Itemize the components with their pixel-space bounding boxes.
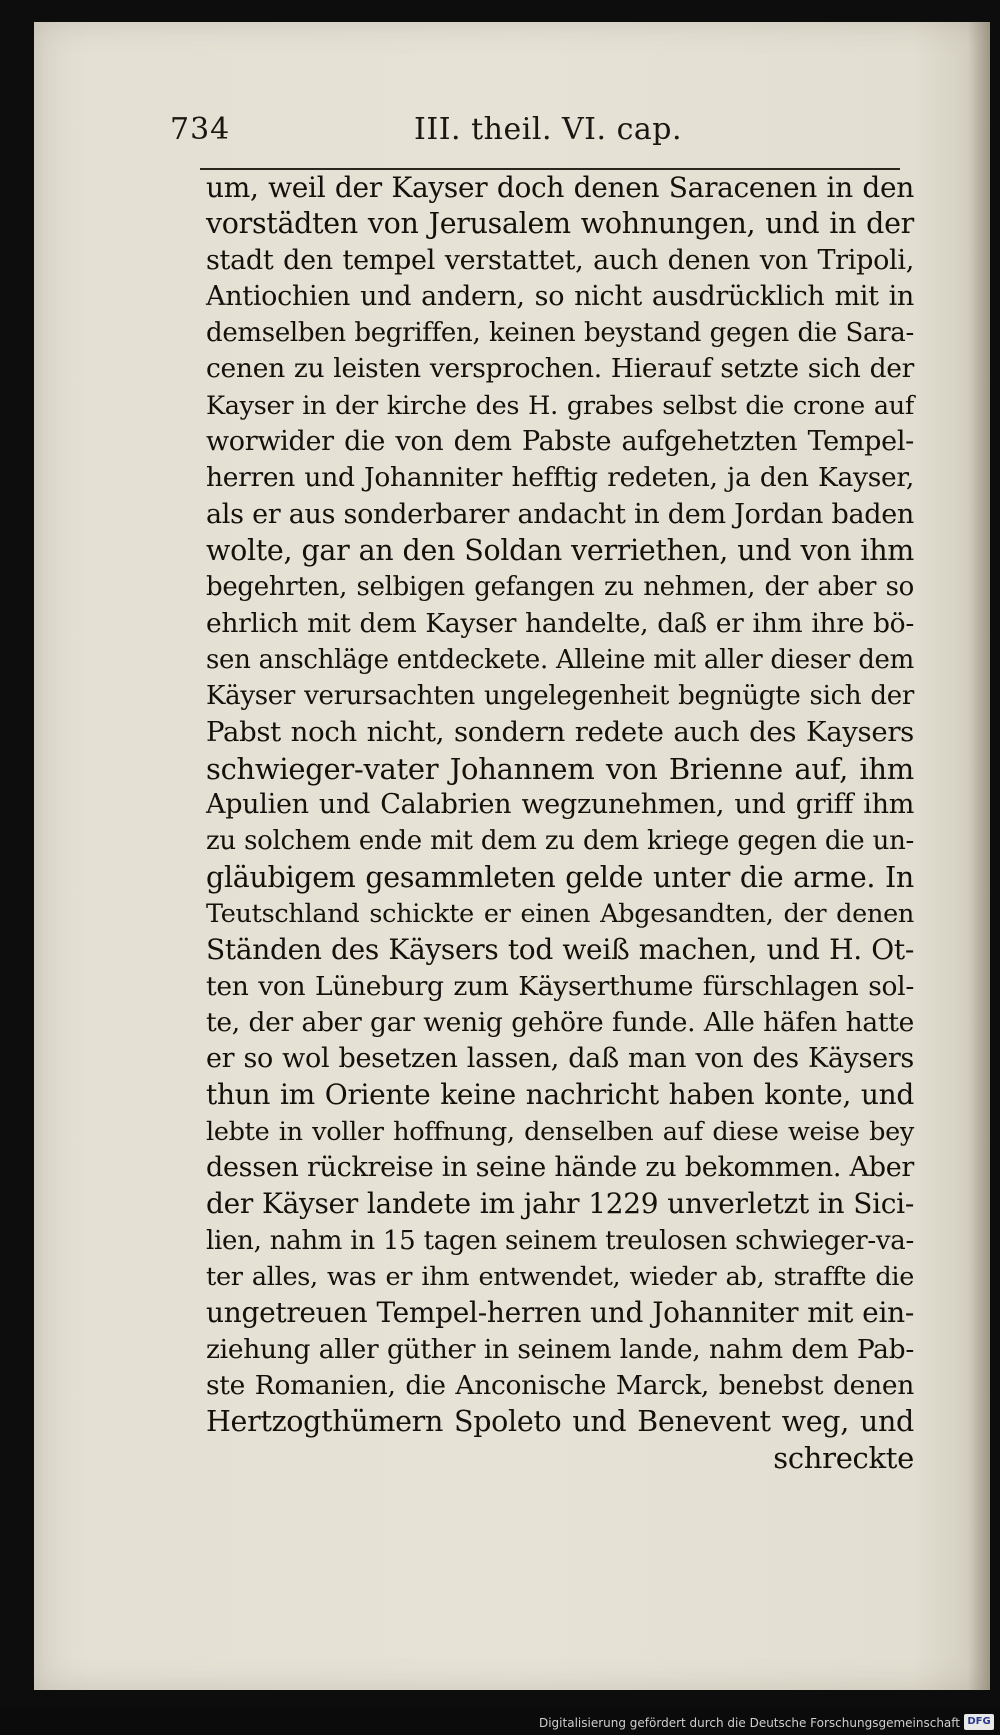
text-line: ungetreuen Tempel-herren und Johanniter mit ein- xyxy=(206,1296,914,1330)
text-line: worwider die von dem Pabste aufgehetzten Tempel- xyxy=(206,426,914,458)
text-line: lebte in voller hoffnung, denselben auf diese weise bey xyxy=(206,1116,914,1147)
text-line: Antiochien und andern, so nicht ausdrücklich mit in xyxy=(206,280,914,312)
text-line: wolte, gar an den Soldan verriethen, und von ihm xyxy=(206,533,914,567)
page-header xyxy=(170,112,830,156)
text-line: ter alles, was er ihm entwendet, wieder ab, straffte die xyxy=(206,1261,914,1292)
text-line: der Käyser landete im jahr 1229 unverletzt in Sici- xyxy=(206,1187,914,1221)
text-line: ste Romanien, die Anconische Marck, benebst denen xyxy=(206,1369,914,1401)
text-line: ziehung aller güther in seinem lande, nahm dem Pab- xyxy=(206,1333,914,1365)
running-head: III. theil. VI. cap. xyxy=(414,112,683,147)
text-line: als er aus sonderbarer andacht in dem Jordan baden xyxy=(206,498,914,530)
text-line: Ständen des Käysers tod weiß machen, und H. Ot- xyxy=(206,933,914,967)
page-edge-shadow xyxy=(968,22,990,1690)
text-line: stadt den tempel verstattet, auch denen von Tripoli, xyxy=(206,244,914,276)
text-line: Käyser verursachten ungelegenheit begnügte sich der xyxy=(206,681,914,712)
text-line: Kayser in der kirche des H. grabes selbst die crone auf xyxy=(206,390,914,421)
text-line: gläubigem gesammleten gelde unter die arme. In xyxy=(206,860,914,894)
text-line: sen anschläge entdeckete. Alleine mit aller dieser dem xyxy=(206,644,914,675)
page-number: 734 xyxy=(170,112,231,147)
text-line: dessen rückreise in seine hände zu bekommen. Aber xyxy=(206,1152,914,1184)
catchword: schreckte xyxy=(773,1441,914,1476)
text-line: ten von Lüneburg zum Käyserthume fürschlagen sol- xyxy=(206,970,914,1002)
text-line: demselben begriffen, keinen beystand gegen die Sara- xyxy=(206,318,914,349)
text-line: schwieger-vater Johannem von Brienne auf, ihm xyxy=(206,751,914,786)
text-line: lien, nahm in 15 tagen seinem treulosen schwieger-va- xyxy=(206,1225,914,1256)
text-line: Hertzogthümern Spoleto und Benevent weg, und xyxy=(206,1405,914,1439)
dfg-logo-icon: DFG xyxy=(964,1714,994,1730)
text-line: zu solchem ende mit dem zu dem kriege gegen die un- xyxy=(206,826,914,857)
text-line: Apulien und Calabrien wegzunehmen, und griff ihm xyxy=(206,789,914,821)
text-line: herren und Johanniter hefftig redeten, ja den Kayser, xyxy=(206,462,914,494)
text-line: te, der aber gar wenig gehöre funde. Alle häfen hatte xyxy=(206,1006,914,1038)
text-line: begehrten, selbigen gefangen zu nehmen, der aber so xyxy=(206,572,914,603)
text-line: cenen zu leisten versprochen. Hierauf setzte sich der xyxy=(206,353,914,385)
text-line: ehrlich mit dem Kayser handelte, daß er ihm ihre bö- xyxy=(206,607,914,639)
text-line: vorstädten von Jerusalem wohnungen, und in der xyxy=(206,207,914,241)
text-line: um, weil der Kayser doch denen Saracenen in den xyxy=(206,171,914,204)
text-line: thun im Oriente keine nachricht haben konte, und xyxy=(206,1078,914,1112)
footer-bar xyxy=(0,1707,1000,1735)
text-line: er so wol besetzen lassen, daß man von des Käysers xyxy=(206,1043,914,1075)
text-line: Teutschland schickte er einen Abgesandten, der denen xyxy=(206,898,914,929)
footer-credit: Digitalisierung gefördert durch die Deutsche Forschungsgemeinschaft xyxy=(538,1716,960,1730)
body-text xyxy=(206,170,914,1477)
text-line: Pabst noch nicht, sondern redete auch des Kaysers xyxy=(206,716,914,749)
